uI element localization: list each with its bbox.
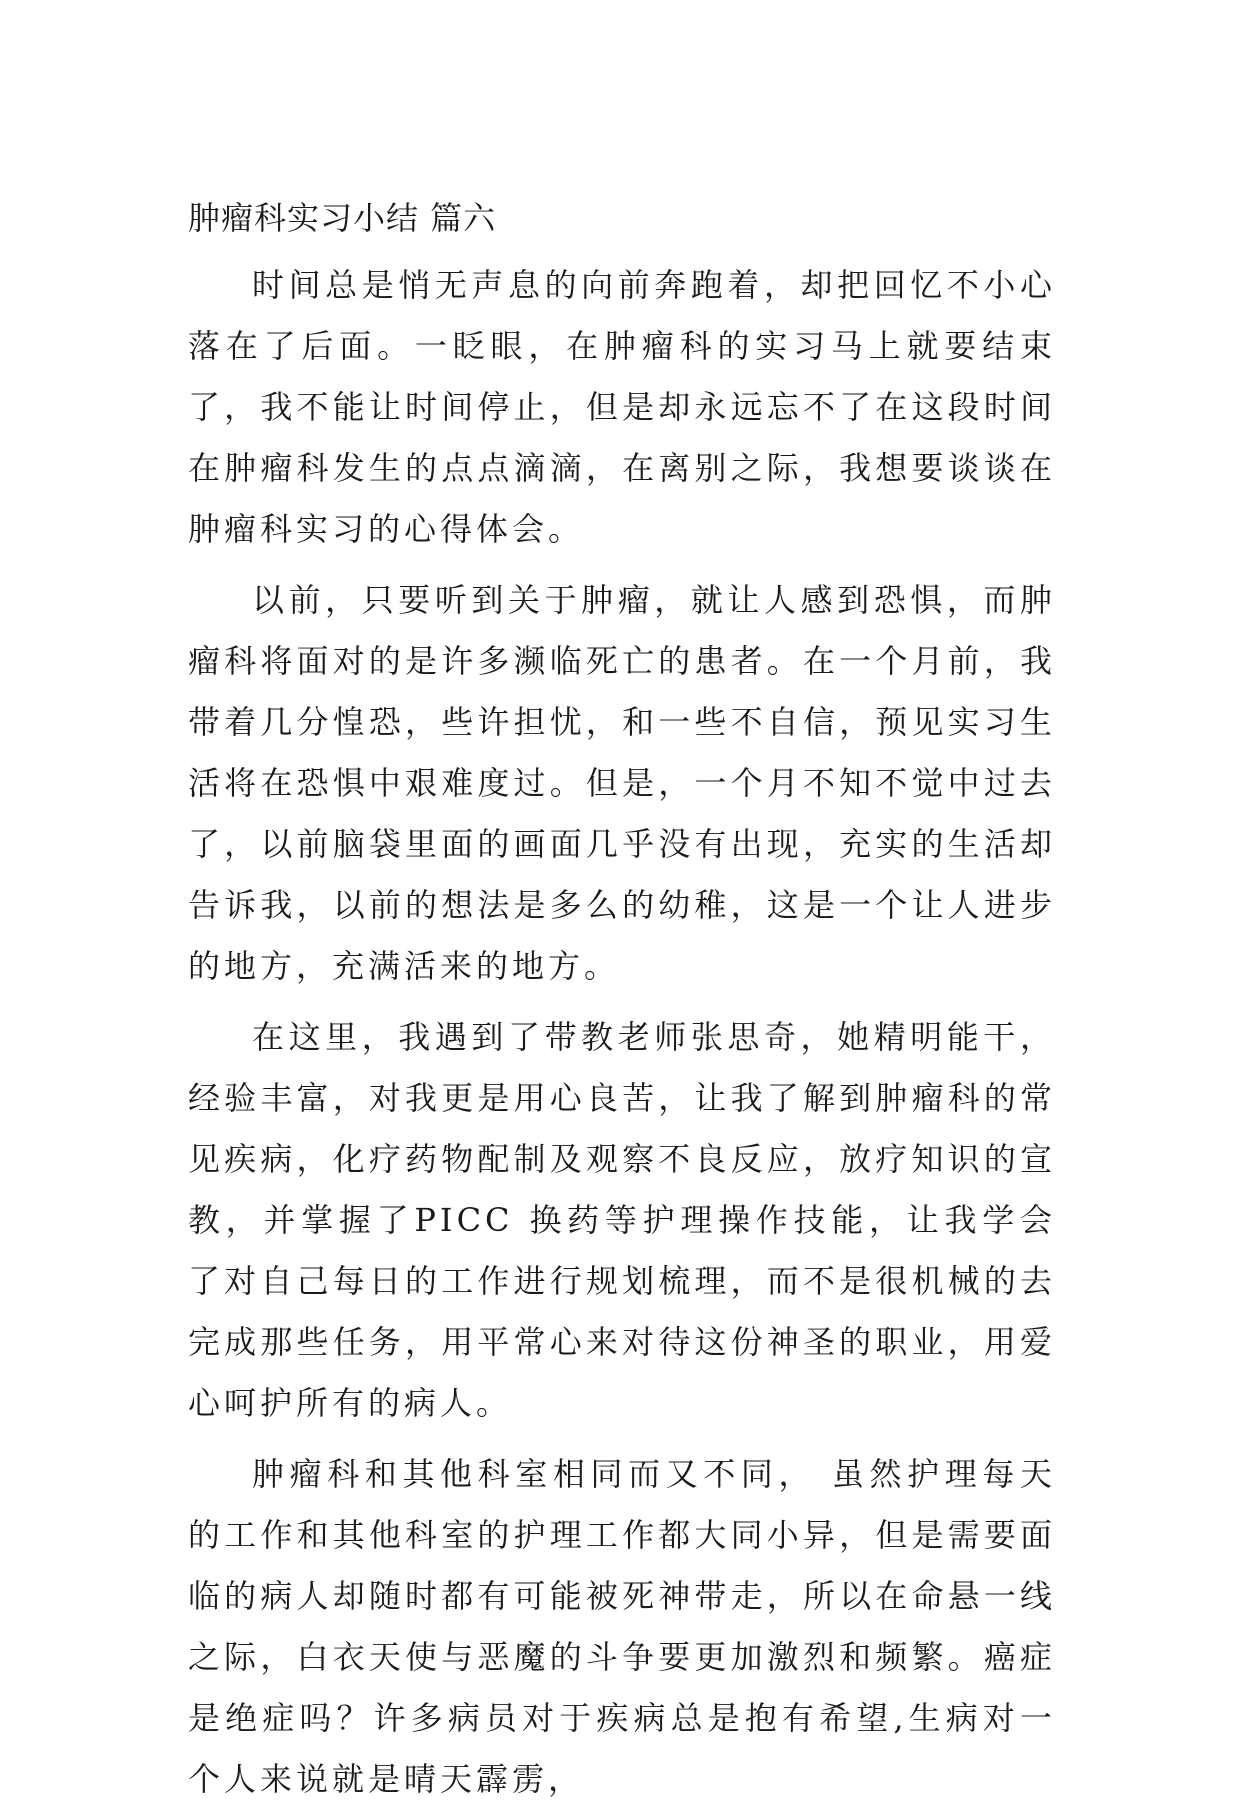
document-body (188, 255, 1056, 1820)
paragraph-4: 肿瘤科和其他科室相同而又不同， 虽然护理每天的工作和其他科室的护理工作都大同小异，但是需要面临的病人却随时都有可能被死神带走，所以在命悬一线之际，白衣天使与恶魔的斗争要更加激烈和频繁。癌症是绝症吗？许多病员对于疾病总是抱有希望,生病对一个人来说就是晴天霹雳， (188, 1455, 1056, 1798)
paragraph-1: 时间总是悄无声息的向前奔跑着，却把回忆不小心落在了后面。一眨眼，在肿瘤科的实习马上就要结束了，我不能让时间停止，但是却永远忘不了在这段时间在肿瘤科发生的点点滴滴，在离别之际，我想要谈谈在肿瘤科实习的心得体会。 (188, 266, 1056, 548)
paragraph-2: 以前，只要听到关于肿瘤，就让人感到恐惧，而肿瘤科将面对的是许多濒临死亡的患者。在一个月前，我带着几分惶恐，些许担忧，和一些不自信，预见实习生活将在恐惧中艰难度过。但是，一个月不知不觉中过去了，以前脑袋里面的画面几乎没有出现，充实的生活却告诉我，以前的想法是多么的幼稚，这是一个让人进步的地方，充满活来的地方。 (188, 581, 1056, 985)
paragraph-3: 在这里，我遇到了带教老师张思奇，她精明能干，经验丰富，对我更是用心良苦，让我了解到肿瘤科的常见疾病，化疗药物配制及观察不良反应，放疗知识的宣教，并掌握了PICC 换药等护理操作技能，让我学会了对自己每日的工作进行规划梳理，而不是很机械的去完成那些任务，用平常心来对待这份神圣的职业，用爱心呵护所有的病人。 (188, 1018, 1056, 1422)
document-title: 肿瘤科实习小结 篇六 (188, 199, 497, 237)
